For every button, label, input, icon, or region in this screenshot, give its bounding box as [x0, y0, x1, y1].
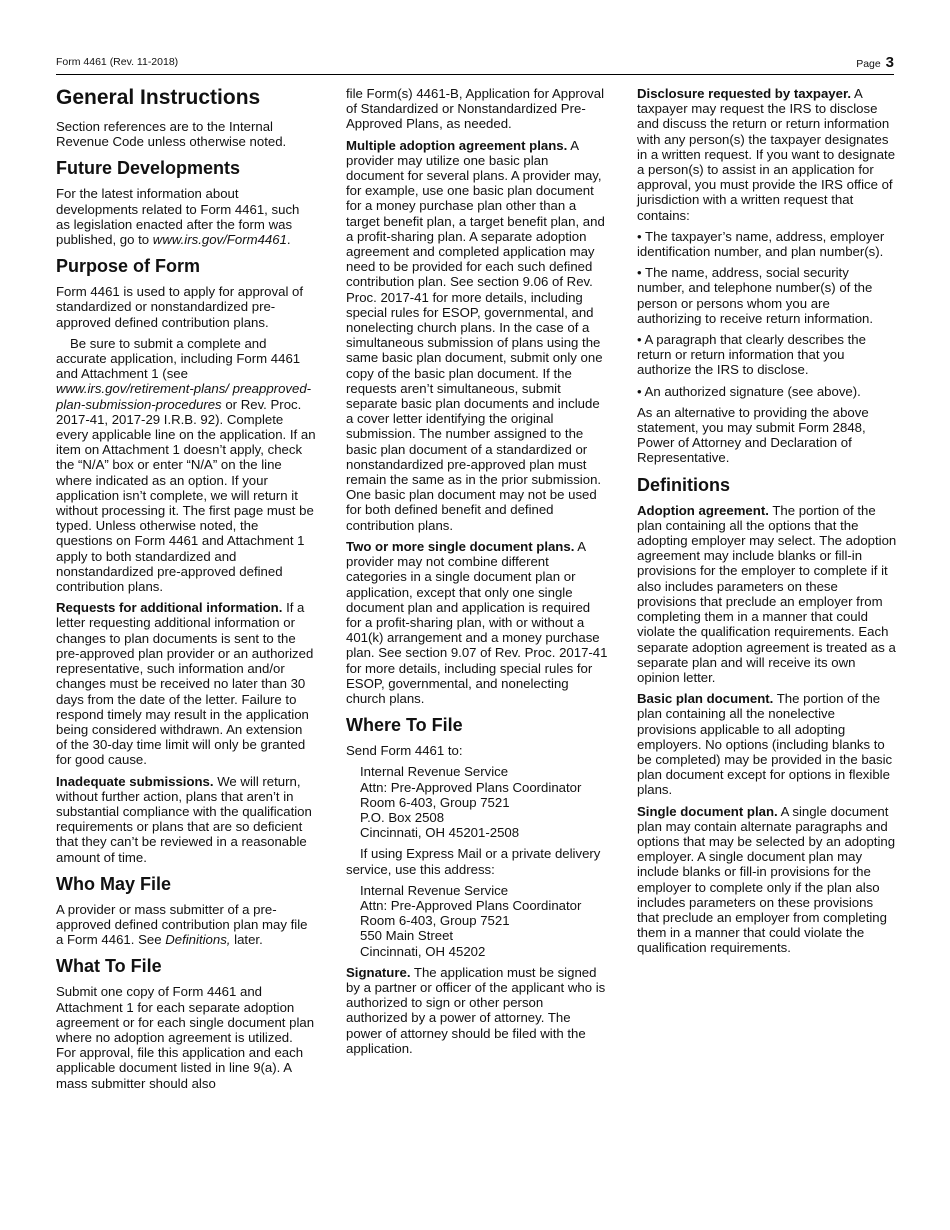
form-id: Form 4461 (Rev. 11-2018): [56, 56, 179, 68]
page-number: [856, 54, 894, 71]
mailing-address: [360, 764, 608, 840]
address-line: P.O. Box 2508: [360, 809, 445, 825]
address-line: Internal Revenue Service: [360, 882, 509, 898]
delivery-address: [360, 883, 608, 959]
paragraph-express-mail: If using Express Mail or a private delivery service, use this address:: [346, 846, 601, 877]
bullet-item: • An authorized signature (see above).: [637, 383, 861, 399]
paragraph-who-may-file: A provider or mass submitter of a pre-approved defined contribution plan may file a Form 4461. See Definitions, later.: [56, 901, 308, 948]
paragraph-signature: Signature. The application must be signed by a partner or officer of the applicant who is authorized to sign or other person authorized by a power of attorney. The power of attorney should be filed with the application.: [346, 964, 606, 1056]
address-line: Cincinnati, OH 45201-2508: [360, 825, 520, 841]
runin-heading-disclosure: Disclosure requested by taxpayer.: [637, 86, 852, 101]
heading-what-to-file: What To File: [56, 956, 162, 977]
runin-heading-adoption: Adoption agreement.: [637, 502, 769, 518]
address-line: Attn: Pre-Approved Plans Coordinator: [360, 779, 582, 795]
link-form4461[interactable]: www.irs.gov/Form4461: [152, 232, 287, 248]
column-1: [56, 86, 316, 1097]
address-line: Room 6-403, Group 7521: [360, 794, 510, 810]
page-header: [56, 54, 894, 75]
paragraph-what-to-file-cont: file Form(s) 4461-B, Application for Approval of Standardized or Nonstandardized Pre-Approved Plans, as needed.: [346, 86, 605, 132]
heading-future-developments: Future Developments: [56, 158, 241, 179]
paragraph-single-document: Single document plan. A single document plan may contain alternate paragraphs and options that may be selected by an adopting employer. A single document plan may include blanks or fill-in provisions for the employer to complete only if the plan also includes parameters on these provisions that preclude an employer from completing them in a manner that could violate the qualification requirements.: [637, 803, 896, 956]
heading-where-to-file: Where To File: [346, 715, 463, 736]
heading-purpose-of-form: Purpose of Form: [56, 256, 201, 277]
paragraph-basic-plan: Basic plan document. The portion of the plan containing all the nonelective provisions applicable to all adopting employers. No options (including blanks to be completed) may be provided in the basic plan document except for options in flexible plans.: [637, 691, 893, 798]
paragraph-what-to-file: Submit one copy of Form 4461 and Attachment 1 for each separate adoption agreement or for each single document plan where no adoption agreement is utilized. For approval, file this application and each applicable document listed in line 9(a). A mass submitter should also: [56, 984, 315, 1091]
column-2: [346, 86, 608, 1062]
heading-general-instructions: General Instructions: [56, 86, 261, 109]
runin-heading-multiple: Multiple adoption agreement plans.: [346, 137, 568, 153]
paragraph-inadequate: Inadequate submissions. We will return, without further action, plans that aren’t in substantial compliance with the qualification requirements or plans that are so deficient that they can’t be reviewed in a reasonable amount of time.: [56, 773, 312, 865]
runin-heading-requests: Requests for additional information.: [56, 600, 283, 616]
runin-heading-two-or-more: Two or more single document plans.: [346, 538, 575, 554]
column-3: [637, 86, 897, 962]
runin-heading-basic-plan: Basic plan document.: [637, 691, 774, 707]
heading-definitions: Definitions: [637, 474, 730, 495]
heading-who-may-file: Who May File: [56, 873, 172, 894]
bullet-item: • The name, address, social security number, and telephone number(s) of the person or persons whom you are authorizing to receive return information.: [637, 265, 874, 326]
address-line: Room 6-403, Group 7521: [360, 913, 510, 929]
paragraph-disclosure: Disclosure requested by taxpayer. A taxpayer may request the IRS to disclose and discuss the return or return information with any person(s) the taxpayer designates in a written request. If you want to designate a person(s) to assist in an application for approval, you must provide the IRS office of jurisdiction with a written request that contains:: [637, 86, 896, 223]
paragraph-purpose-2: Be sure to submit a complete and accurate application, including Form 4461 and Attachment 1 (see www.irs.gov/retirement-plans/ preapproved-plan-submission-procedures or Rev. Proc. 2017-41, 2017-29 I.R.B. 92). Complete every applicable line on the application. If an item on Attachment 1 doesn’t apply, check the “N/A” box or enter “N/A” on the line where indicated as an option. If your application isn’t complete, we will return it without processing it. The first page must be typed. Unless otherwise noted, the questions on Form 4461 and Attachment 1 apply to both standardized and nonstandardized pre-approved defined contribution plans.: [56, 335, 316, 595]
runin-heading-single-document: Single document plan.: [637, 803, 778, 819]
runin-heading-inadequate: Inadequate submissions.: [56, 773, 214, 789]
address-line: Internal Revenue Service: [360, 764, 509, 780]
paragraph-two-or-more: Two or more single document plans. A provider may not combine different categories in a single document plan or application, except that only one single document plan and application is required for a profit-sharing plan, with or without a 401(k) arrangement and a money purchase plan. See section 9.07 of Rev. Proc. 2017-41 for more details, including special rules for ESOP, governmental, and nonelecting church plans.: [346, 538, 608, 706]
paragraph-section-references: Section references are to the Internal Revenue Code unless otherwise noted.: [56, 119, 287, 150]
address-line: Attn: Pre-Approved Plans Coordinator: [360, 897, 582, 913]
bullet-item: • The taxpayer’s name, address, employer identification number, and plan number(s).: [637, 228, 885, 260]
paragraph-alternative: As an alternative to providing the above statement, you may submit Form 2848, Power of Attorney and Declaration of Representative.: [637, 404, 869, 466]
paragraph-multiple-adoption: Multiple adoption agreement plans. A provider may utilize one basic plan document for several plans. A provider may, for example, use one basic plan document for a money purchase plan other than a target benefit plan, a target benefit plan, and a profit-sharing plan. A separate adoption agreement and completed application may need to be provided for each such defined contribution plan. See section 9.06 of Rev. Proc. 2017-41 for more details, including special rules for ESOP, governmental, and nonelecting church plans. In the case of a simultaneous submission of plans using the same basic plan document, submit only one copy of the basic plan document. If the requests aren’t simultaneous, submit separate basic plan documents and include a cover letter identifying the original submission. The number assigned to the basic plan document of a standardized or nonstandardized pre-approved plan must remain the same as in the prior submission. One basic plan document may not be used for both defined benefit and defined contribution plans.: [346, 137, 605, 533]
paragraph-send-to: Send Form 4461 to:: [346, 743, 463, 759]
page-label: Page: [856, 58, 881, 70]
paragraph-requests-info: Requests for additional information. If a letter requesting additional information or changes to plan documents is sent to the pre-approved plan provider or an authorized representative, such information and/or changes must be received no later than 30 days from the date of the letter. Failure to respond timely may result in the application being considered withdrawn. An extension of the 30-day time limit will only be granted for good cause.: [56, 600, 314, 768]
paragraph-future-developments: For the latest information about developments related to Form 4461, such as legislation enacted after the form was published, go to www.irs.gov/Form4461.: [56, 186, 300, 248]
link-submission-procedures[interactable]: www.irs.gov/retirement-plans/ preapproved-plan-submission-procedures: [56, 381, 312, 412]
page-number-value: 3: [885, 54, 894, 71]
runin-heading-signature: Signature.: [346, 964, 411, 980]
address-line: Cincinnati, OH 45202: [360, 943, 486, 959]
paragraph-purpose-1: Form 4461 is used to apply for approval of standardized or nonstandardized pre-approved defined contribution plans.: [56, 284, 304, 330]
address-line: 550 Main Street: [360, 928, 454, 944]
paragraph-adoption-agreement: Adoption agreement. The portion of the plan containing all the options that the adopting employer may select. The adoption agreement may include blanks or fill-in provisions for the employer to complete if it also includes parameters on these provisions that preclude an employer from completing them in a manner that could violate the qualification requirements. Each separate adoption agreement is treated as a separate plan and will receive its own opinion letter.: [637, 502, 897, 685]
bullet-item: • A paragraph that clearly describes the return or return information that you authorize the IRS to disclose.: [637, 332, 866, 378]
